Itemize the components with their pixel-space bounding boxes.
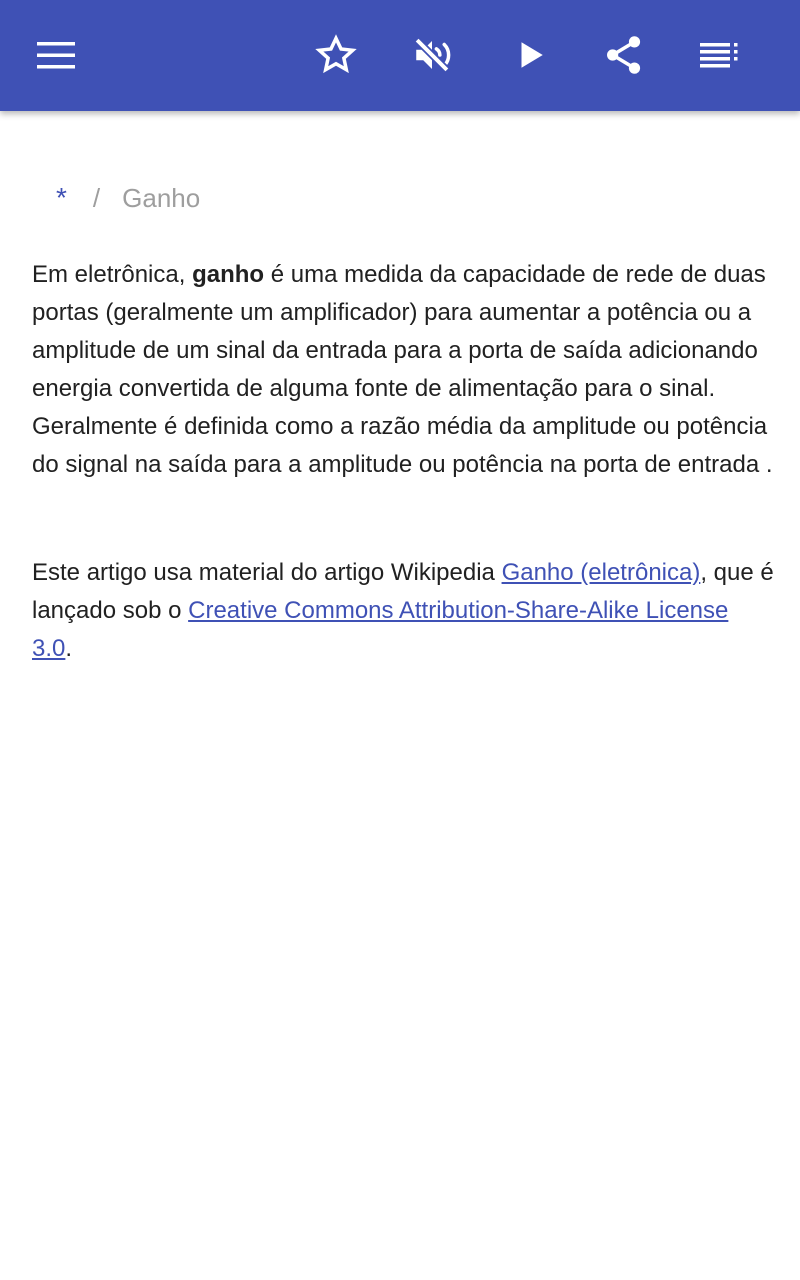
article-content — [0, 111, 800, 1280]
paragraph-text: é uma medida da capacidade de rede de duas portas (geralmente um amplificador) para aumentar a potência ou a amplitude de um sinal da entrada para a porta de saída adicionando energia convertida de alguma fonte de alimentação para o sinal. Geralmente é definida como a razão média da amplitude ou potência do signal na saída para a amplitude ou potência na porta de entrada . — [32, 261, 773, 478]
attribution-paragraph — [32, 554, 774, 668]
attribution-text: . — [65, 635, 73, 662]
paragraph-text: Em eletrônica, — [32, 261, 193, 288]
menu-icon — [37, 40, 75, 70]
app-bar — [0, 0, 800, 111]
license-link[interactable]: Creative Commons Attribution-Share-Alike License 3.0 — [32, 597, 729, 662]
breadcrumb-current: Ganho — [122, 183, 201, 213]
share-icon — [603, 34, 645, 76]
article-term: ganho — [192, 261, 265, 288]
article-paragraph — [32, 256, 774, 484]
play-icon — [513, 38, 547, 72]
star-outline-icon — [315, 34, 357, 76]
play-button[interactable] — [498, 23, 562, 87]
breadcrumb-separator: / — [92, 183, 101, 213]
mute-button[interactable] — [400, 23, 464, 87]
breadcrumb — [56, 183, 200, 213]
article-body — [32, 256, 774, 668]
breadcrumb-home[interactable]: * — [56, 182, 67, 213]
contents-button[interactable] — [688, 23, 752, 87]
menu-button[interactable] — [24, 23, 88, 87]
attribution-text: , que é lançado sob o — [32, 559, 774, 624]
volume-off-icon — [411, 34, 453, 76]
playlist-icon — [700, 40, 740, 70]
attribution-text: Este artigo usa material do artigo Wikipedia — [32, 559, 502, 586]
share-button[interactable] — [592, 23, 656, 87]
wikipedia-article-link[interactable]: Ganho (eletrônica) — [501, 559, 701, 586]
bookmark-button[interactable] — [304, 23, 368, 87]
